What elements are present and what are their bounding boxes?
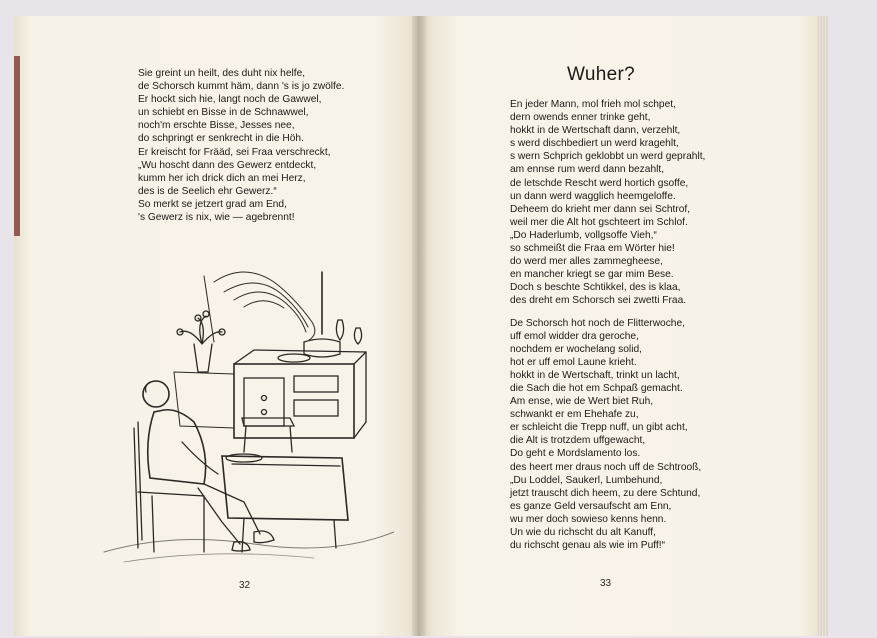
left-page bbox=[14, 16, 418, 636]
poem-line: do werd mer alles zammegheese, bbox=[510, 256, 663, 268]
poem-line: am ennse rum werd dann bezahlt, bbox=[510, 164, 665, 176]
poem-line: un dann werd wagglich heemgeloffe. bbox=[510, 190, 676, 202]
poem-line: wu mer doch sowieso kenns henn. bbox=[510, 513, 667, 525]
poem-line: en mancher kriegt se gar mim Bese. bbox=[510, 269, 674, 281]
poem-line: des is de Seelich ehr Gewerz.“ bbox=[138, 185, 277, 197]
poem-line: hokkt in de Wertschaft, trinkt un lacht, bbox=[510, 369, 680, 381]
poem-line: Sie greint un heilt, des duht nix helfe, bbox=[138, 68, 306, 79]
poem-line: So merkt se jetzert grad am End, bbox=[138, 198, 287, 210]
poem-line: nochdem er wochelang solid, bbox=[510, 343, 642, 355]
poem-line: Er kreischt for Frääd, sei Fraa verschreckt, bbox=[138, 146, 331, 158]
poem-line: du richscht genau als wie im Puff!“ bbox=[510, 540, 665, 552]
poem-line: die Sach die hot em Schpaß gemacht. bbox=[510, 382, 683, 394]
poem-line: un schiebt en Bisse in de Schnawwel, bbox=[138, 107, 309, 119]
poem-line: 's Gewerz is nix, wie — agebrennt! bbox=[138, 212, 295, 224]
poem-line: Deheem do krieht mer dann sei Schtrof, bbox=[510, 203, 691, 215]
poem-line: jetzt trauscht dich heem, zu dere Schtund, bbox=[510, 487, 701, 499]
poem-title: Wuher? bbox=[567, 64, 635, 85]
poem-line: des dreht em Schorsch sei zwetti Fraa. bbox=[510, 295, 687, 307]
poem-line: hokkt in de Wertschaft dann, verzehlt, bbox=[510, 125, 681, 137]
poem-line: uff emol widder dra geroche, bbox=[510, 330, 639, 342]
poem-line: Doch s beschte Schtikkel, des is klaa, bbox=[510, 282, 681, 294]
left-page-number: 32 bbox=[239, 580, 251, 591]
right-page bbox=[418, 16, 818, 636]
poem-line: „Du Loddel, Saukerl, Lumbehund, bbox=[510, 474, 663, 486]
poem-line: „Wu hoscht dann des Gewerz entdeckt, bbox=[138, 159, 317, 171]
poem-line: s werd dischbediert un werd kragehlt, bbox=[510, 138, 679, 150]
poem-line: „Do Haderlumb, vollgsoffe Vieh,“ bbox=[510, 229, 657, 241]
poem-line: so schmeißt die Fraa em Wörter hie! bbox=[510, 243, 675, 255]
poem-line: schwankt er em Ehehafe zu, bbox=[510, 409, 639, 421]
poem-line: Do geht e Mordslamento los. bbox=[510, 448, 641, 460]
poem-line: weil mer die Alt hot gschteert im Schlof. bbox=[510, 216, 688, 228]
poem-line: En jeder Mann, mol frieh mol schpet, bbox=[510, 99, 676, 110]
left-poem-text bbox=[138, 67, 344, 224]
poem-line: de Schorsch kummt häm, dann 's is jo zwölfe. bbox=[138, 81, 345, 93]
poem-line: es ganze Geld versaufscht am Enn, bbox=[510, 500, 672, 512]
poem-line: hot er uff emol Laune krieht. bbox=[510, 356, 637, 368]
poem-line: Un wie du richscht du alt Kanuff, bbox=[510, 527, 656, 538]
right-poem-text bbox=[510, 98, 705, 552]
open-book bbox=[14, 16, 820, 636]
poem-line: do schpringt er senkrecht in die Höh. bbox=[138, 133, 304, 145]
stanza-gap bbox=[510, 308, 705, 317]
poem-line: dern owends enner trinke geht, bbox=[510, 112, 651, 124]
book-spine bbox=[412, 16, 426, 636]
poem-line: Er hockt sich hie, langt noch de Gawwel, bbox=[138, 94, 322, 106]
bookmark-edge bbox=[14, 56, 20, 236]
right-page-number: 33 bbox=[600, 578, 612, 589]
poem-line: die Alt is trotzdem uffgewacht, bbox=[510, 435, 646, 447]
page-edges bbox=[818, 16, 828, 636]
sketch-illustration bbox=[94, 252, 394, 572]
poem-line: er schleicht die Trepp nuff, un gibt acht, bbox=[510, 422, 688, 434]
poem-line: des heert mer draus noch uff de Schtrooß, bbox=[510, 461, 702, 473]
poem-line: kumm her ich drick dich an mei Herz, bbox=[138, 172, 306, 184]
poem-line: noch'm erschte Bisse, Jesses nee, bbox=[138, 120, 295, 132]
poem-line: s wern Schprich geklobbt un werd geprahlt, bbox=[510, 151, 706, 163]
poem-line: Am ense, wie de Wert biet Ruh, bbox=[510, 396, 654, 408]
poem-line: De Schorsch hot noch de Flitterwoche, bbox=[510, 317, 685, 329]
poem-line: de letschde Rescht werd hortich gsoffe, bbox=[510, 177, 689, 189]
